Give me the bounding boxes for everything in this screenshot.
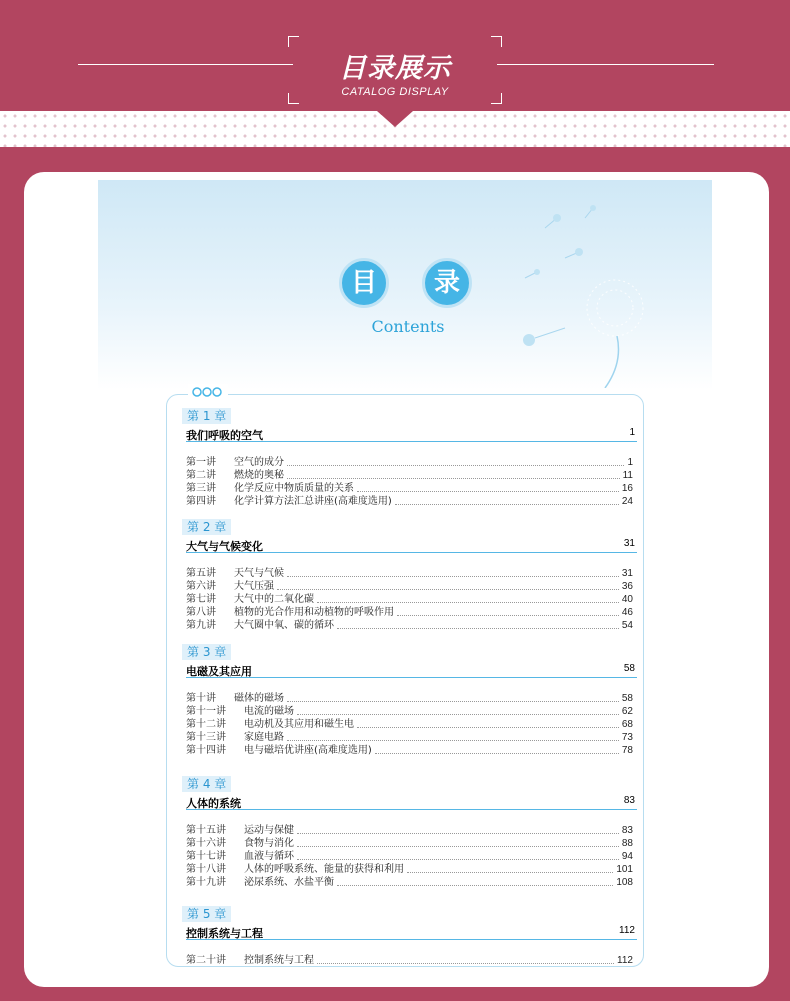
lesson-title: 食物与消化 — [244, 838, 294, 849]
leader-dots — [297, 714, 619, 715]
leader-dots — [317, 602, 619, 603]
lesson-page: 68 — [621, 719, 633, 730]
leader-dots — [375, 753, 619, 754]
chapter-section — [182, 641, 637, 756]
lesson-number: 第十三讲 — [186, 732, 226, 743]
lesson-title: 电流的磁场 — [244, 706, 294, 717]
chapter-section — [182, 903, 637, 966]
leader-dots — [297, 833, 619, 834]
lesson-title: 空气的成分 — [234, 457, 284, 468]
lesson-number: 第十八讲 — [186, 864, 226, 875]
chapter-title: 大气与气候变化 — [186, 540, 263, 553]
chapter-label: 第 3 章 — [182, 644, 231, 660]
lesson-title: 运动与保健 — [244, 825, 294, 836]
leader-dots — [277, 589, 619, 590]
chapter-title-row[interactable] — [186, 925, 637, 940]
lesson-page: 112 — [617, 955, 633, 966]
lesson-page: 40 — [621, 594, 633, 605]
lesson-row[interactable] — [186, 745, 633, 757]
lesson-page: 11 — [622, 470, 633, 481]
chapter-label: 第 4 章 — [182, 776, 231, 792]
lesson-title: 家庭电路 — [244, 732, 284, 743]
chapter-title: 控制系统与工程 — [186, 927, 263, 940]
chapter-page: 58 — [623, 663, 635, 674]
bubbles-icon — [188, 384, 228, 400]
lesson-page: 78 — [621, 745, 633, 756]
lesson-row[interactable] — [186, 594, 633, 606]
lesson-number: 第八讲 — [186, 607, 216, 618]
contents-char-2: 录 — [422, 258, 472, 308]
leader-dots — [297, 859, 619, 860]
leader-dots — [287, 576, 619, 577]
lesson-number: 第十二讲 — [186, 719, 226, 730]
chapter-title-row[interactable] — [186, 538, 637, 553]
lesson-row[interactable] — [186, 706, 633, 718]
header-band — [0, 0, 790, 111]
lesson-title: 电动机及其应用和磁生电 — [244, 719, 354, 730]
chapter-label: 第 2 章 — [182, 519, 231, 535]
leader-dots — [407, 872, 613, 873]
lesson-row[interactable] — [186, 470, 633, 482]
header-rule-right — [497, 64, 714, 65]
leader-dots — [357, 727, 619, 728]
lesson-page: 16 — [621, 483, 633, 494]
chapter-title-row[interactable] — [186, 427, 637, 442]
lesson-number: 第二讲 — [186, 470, 216, 481]
header-frame — [288, 36, 502, 104]
lesson-page: 58 — [621, 693, 633, 704]
chapter-title: 人体的系统 — [186, 797, 241, 810]
header-rule-left — [78, 64, 293, 65]
leader-dots — [337, 628, 619, 629]
chapter-section — [182, 773, 637, 888]
lesson-number: 第三讲 — [186, 483, 216, 494]
chapter-page: 31 — [623, 538, 635, 549]
lesson-title: 电与磁培优讲座(高难度选用) — [244, 745, 372, 756]
lesson-row[interactable] — [186, 693, 633, 705]
lesson-row[interactable] — [186, 732, 633, 744]
lesson-row[interactable] — [186, 457, 633, 469]
lesson-title: 燃烧的奥秘 — [234, 470, 284, 481]
header-title: 目录展示 — [339, 53, 451, 84]
lesson-title: 磁体的磁场 — [234, 693, 284, 704]
lesson-title: 大气圈中氧、碳的循环 — [234, 620, 334, 631]
leader-dots — [397, 615, 619, 616]
lesson-row[interactable] — [186, 955, 633, 967]
chapter-title: 我们呼吸的空气 — [186, 429, 263, 442]
leader-dots — [357, 491, 619, 492]
lesson-page: 62 — [621, 706, 633, 717]
leader-dots — [287, 465, 624, 466]
lesson-page: 83 — [621, 825, 633, 836]
chapter-page: 112 — [619, 925, 635, 936]
leader-dots — [297, 846, 619, 847]
lesson-page: 108 — [616, 877, 633, 888]
lesson-title: 人体的呼吸系统、能量的获得和利用 — [244, 864, 404, 875]
lesson-number: 第六讲 — [186, 581, 216, 592]
lesson-number: 第五讲 — [186, 568, 216, 579]
header-subtitle: CATALOG DISPLAY — [341, 86, 449, 98]
lesson-row[interactable] — [186, 496, 633, 508]
lesson-title: 大气中的二氧化碳 — [234, 594, 314, 605]
leader-dots — [395, 504, 619, 505]
lesson-number: 第十七讲 — [186, 851, 226, 862]
lesson-number: 第十四讲 — [186, 745, 226, 756]
chapter-label: 第 1 章 — [182, 408, 231, 424]
lesson-page: 94 — [621, 851, 633, 862]
lesson-row[interactable] — [186, 607, 633, 619]
lesson-title: 化学反应中物质质量的关系 — [234, 483, 354, 494]
leader-dots — [317, 963, 614, 964]
lesson-page: 46 — [621, 607, 633, 618]
lesson-row[interactable] — [186, 877, 633, 889]
chapter-label: 第 5 章 — [182, 906, 231, 922]
contents-heading: Contents — [371, 317, 445, 336]
lesson-row[interactable] — [186, 864, 633, 876]
leader-dots — [287, 740, 619, 741]
leader-dots — [337, 885, 613, 886]
lesson-title: 天气与气候 — [234, 568, 284, 579]
leader-dots — [287, 478, 620, 479]
header-notch — [377, 111, 413, 127]
lesson-title: 控制系统与工程 — [244, 955, 314, 966]
lesson-page: 31 — [621, 568, 633, 579]
lesson-row[interactable] — [186, 483, 633, 495]
lesson-number: 第十讲 — [186, 693, 216, 704]
lesson-row[interactable] — [186, 838, 633, 850]
lesson-row[interactable] — [186, 719, 633, 731]
lesson-page: 36 — [621, 581, 633, 592]
contents-char-1: 目 — [339, 258, 389, 308]
lesson-page: 88 — [621, 838, 633, 849]
lesson-row[interactable] — [186, 620, 633, 632]
dandelion-icon — [505, 188, 665, 388]
lesson-title: 化学计算方法汇总讲座(高难度选用) — [234, 496, 392, 507]
chapter-page: 1 — [629, 427, 635, 438]
lesson-title: 泌尿系统、水盐平衡 — [244, 877, 334, 888]
lesson-number: 第七讲 — [186, 594, 216, 605]
chapter-page: 83 — [623, 795, 635, 806]
lesson-page: 54 — [621, 620, 633, 631]
lesson-page: 1 — [627, 457, 633, 468]
chapter-section — [182, 405, 637, 507]
lesson-number: 第二十讲 — [186, 955, 226, 966]
lesson-row[interactable] — [186, 581, 633, 593]
lesson-row[interactable] — [186, 568, 633, 580]
lesson-page: 24 — [621, 496, 633, 507]
lesson-number: 第十五讲 — [186, 825, 226, 836]
lesson-page: 73 — [621, 732, 633, 743]
leader-dots — [287, 701, 619, 702]
lesson-number: 第十九讲 — [186, 877, 226, 888]
chapter-title: 电磁及其应用 — [186, 665, 252, 678]
lesson-number: 第四讲 — [186, 496, 216, 507]
lesson-title: 大气压强 — [234, 581, 274, 592]
lesson-number: 第一讲 — [186, 457, 216, 468]
lesson-title: 植物的光合作用和动植物的呼吸作用 — [234, 607, 394, 618]
lesson-title: 血液与循环 — [244, 851, 294, 862]
lesson-number: 第十一讲 — [186, 706, 226, 717]
chapter-section — [182, 516, 637, 631]
lesson-page: 101 — [616, 864, 633, 875]
lesson-row[interactable] — [186, 851, 633, 863]
lesson-number: 第十六讲 — [186, 838, 226, 849]
lesson-number: 第九讲 — [186, 620, 216, 631]
chapter-title-row[interactable] — [186, 795, 637, 810]
lesson-row[interactable] — [186, 825, 633, 837]
chapter-title-row[interactable] — [186, 663, 637, 678]
